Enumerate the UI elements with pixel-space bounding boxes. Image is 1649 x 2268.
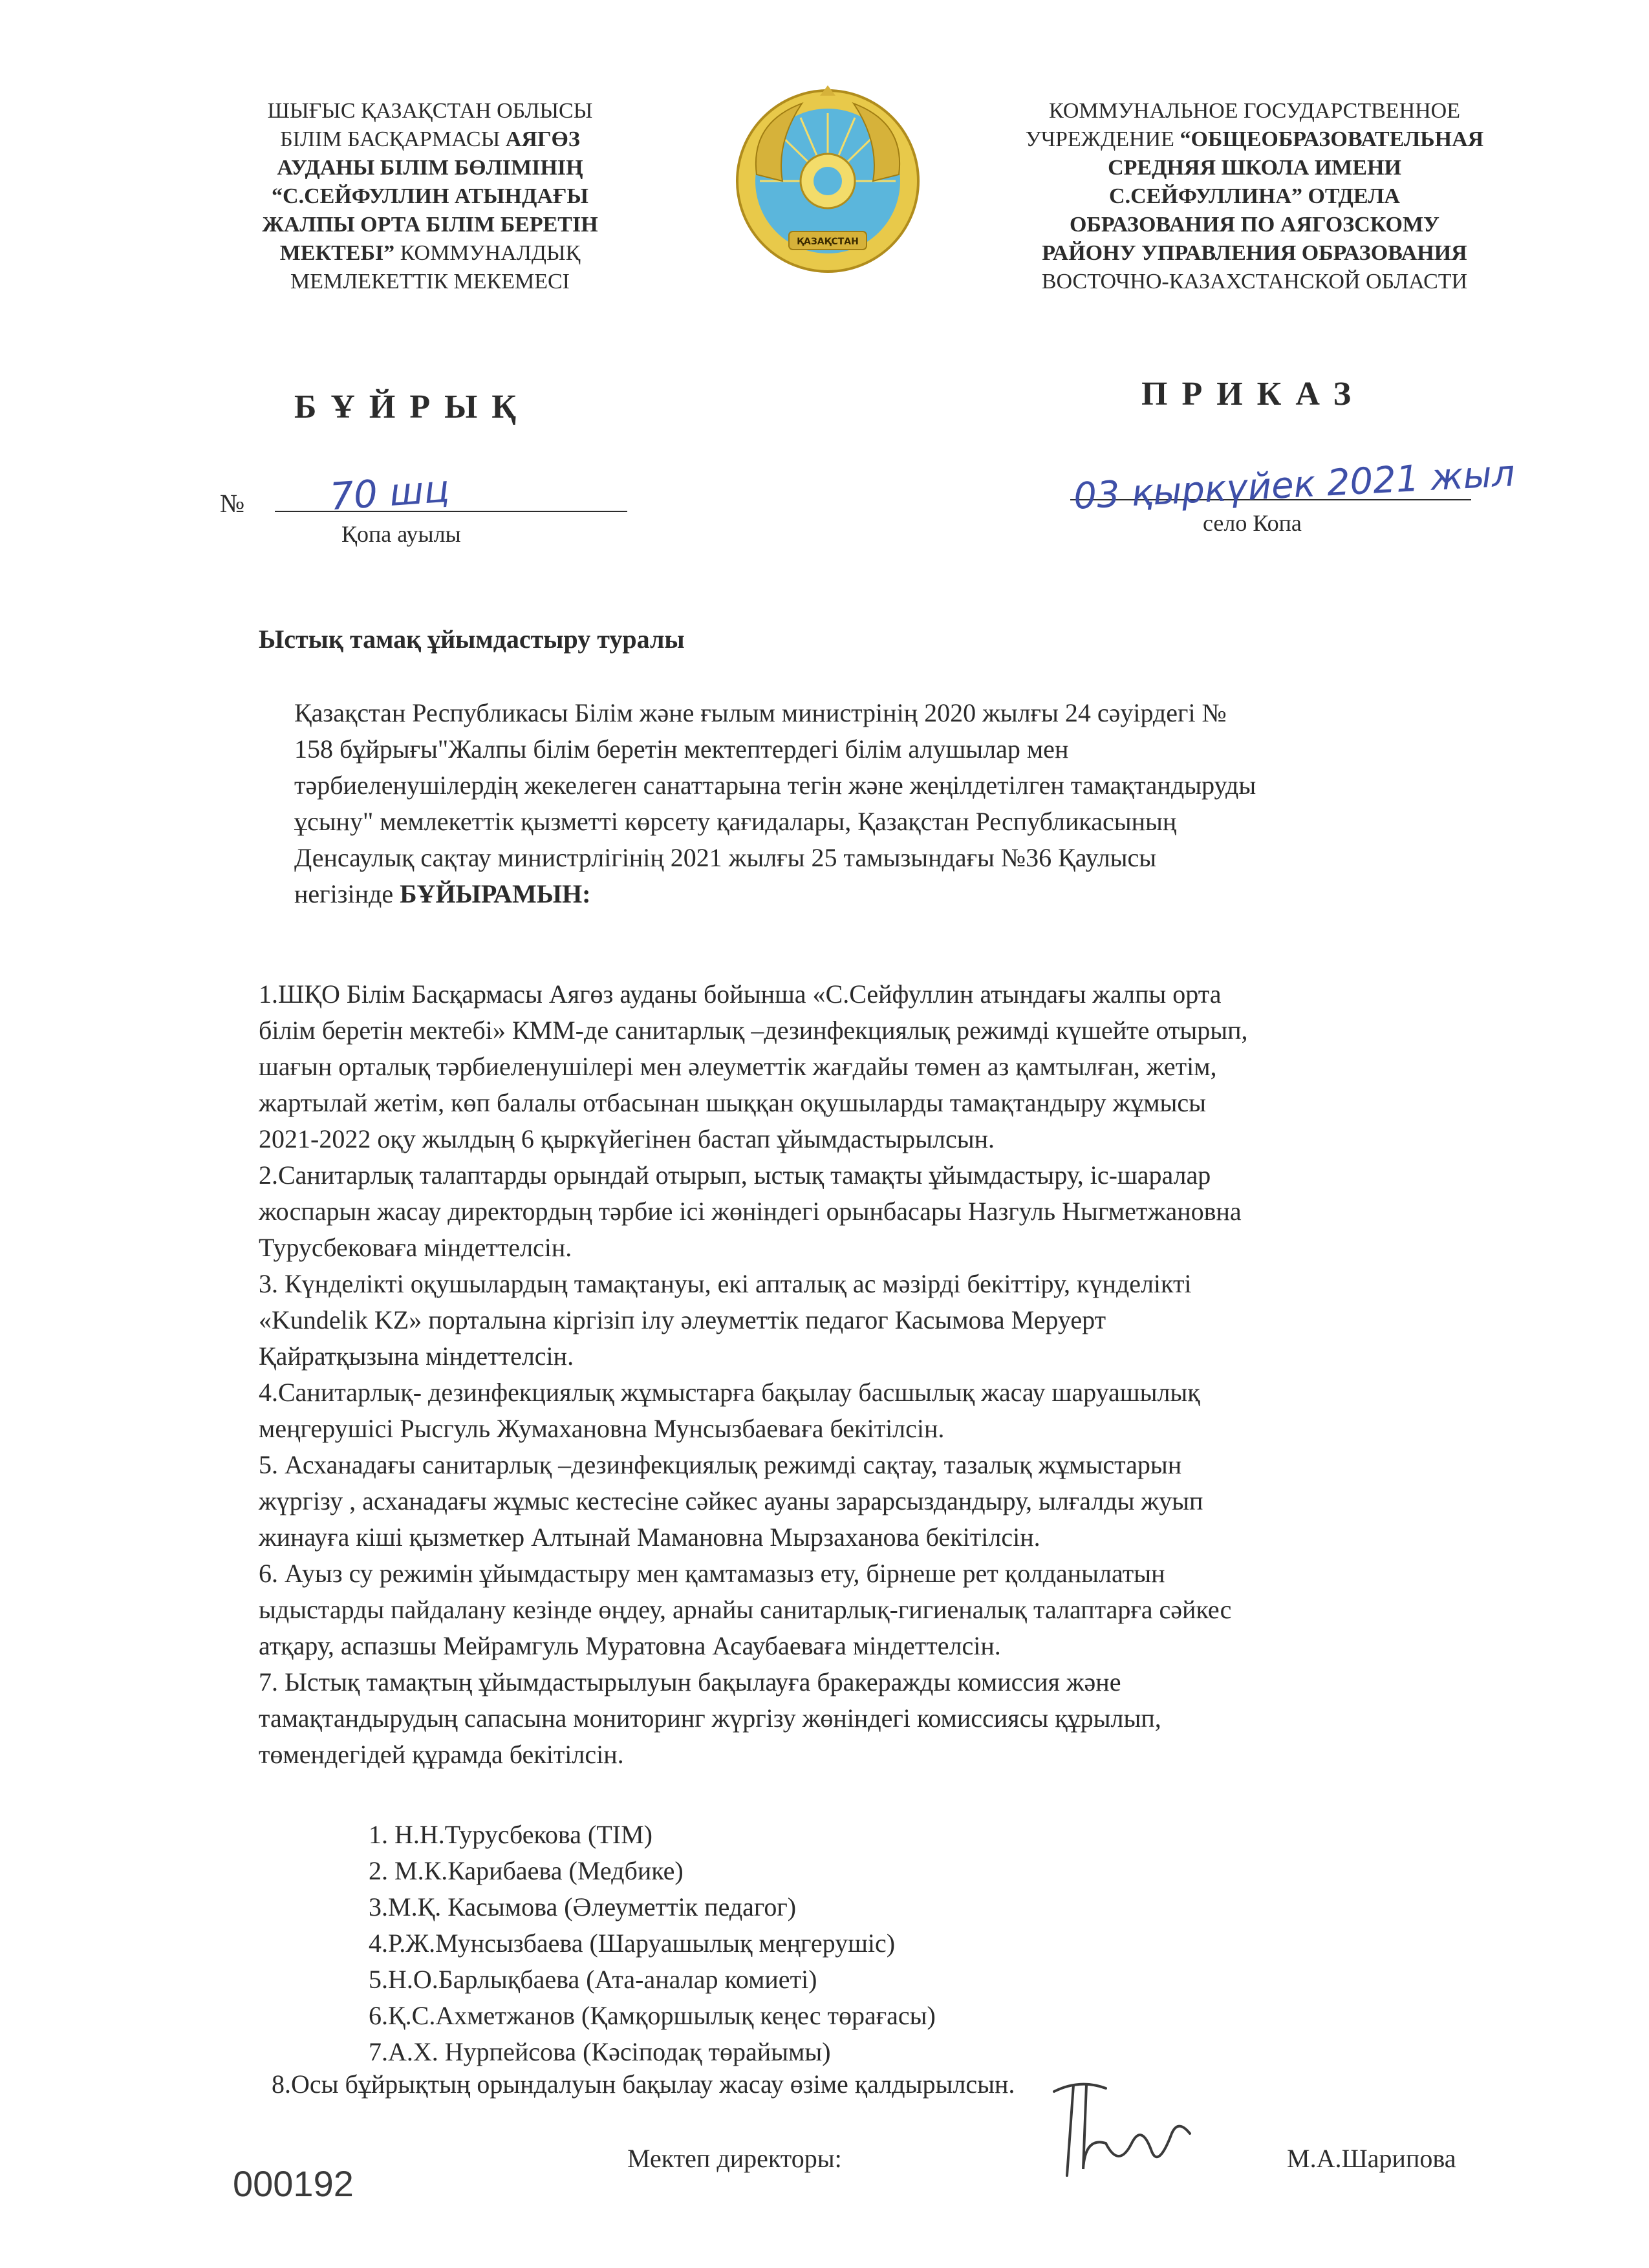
- item-line: 2021-2022 оқу жылдың 6 қыркүйегінен бастап ұйымдастырылсын.: [259, 1124, 995, 1153]
- preamble-line: [294, 876, 1510, 912]
- header-kz-text: АУДАНЫ БІЛІМ БӨЛІМІНІҢ: [277, 156, 583, 180]
- order-number-handwritten: 70 шц: [328, 466, 451, 519]
- order-item-3: [259, 1266, 1526, 1375]
- header-ru-text: КОММУНАЛЬНОЕ ГОСУДАРСТВЕННОЕ: [1048, 99, 1461, 123]
- order-item-2: [259, 1157, 1526, 1266]
- director-signature: [1028, 2072, 1216, 2182]
- member-item: 2. М.К.Карибаева (Медбике): [369, 1856, 684, 1885]
- member-item: 6.Қ.С.Ахметжанов (Қамқоршылық кеңес төрағасы): [369, 2001, 936, 2030]
- item-line: атқару, аспазшы Мейрамгуль Муратовна Асаубаеваға міндеттелсін.: [259, 1631, 1001, 1660]
- header-kz-text: МЕМЛЕКЕТТІК МЕКЕМЕСІ: [290, 270, 570, 294]
- header-kazakh: [168, 97, 692, 296]
- header-ru-text: УЧРЕЖДЕНИЕ: [1025, 127, 1180, 151]
- item-line: жинауға кіші қызметкер Алтынай Мамановна Мырзаханова бекітілсін.: [259, 1523, 1040, 1552]
- item-line: 7. Ыстық тамақтың ұйымдастырылуын бақылауға бракеражды комиссия және: [259, 1667, 1121, 1696]
- item-line: шағын орталық тәрбиеленушілері мен әлеуметтік жағдайы төмен аз қамтылған, жетім,: [259, 1052, 1217, 1081]
- preamble-line: Қазақстан Республикасы Білім және ғылым министрінің 2020 жылғы 24 сәуірдегі №: [294, 698, 1227, 727]
- order-item-1: [259, 976, 1526, 1157]
- preamble-line: 158 бұйрығы"Жалпы білім беретін мектептердегі білім алушылар мен: [294, 734, 1069, 764]
- item-line: Турусбековаға міндеттелсін.: [259, 1233, 572, 1262]
- header-ru-line: [964, 268, 1546, 296]
- header-ru-text: ВОСТОЧНО-КАЗАХСТАНСКОЙ ОБЛАСТИ: [1041, 270, 1468, 294]
- member-item: 4.Р.Ж.Мунсызбаева (Шаруашылық меңгерушіс): [369, 1929, 896, 1958]
- header-ru-text: С.СЕЙФУЛЛИНА” ОТДЕЛА: [1109, 184, 1400, 208]
- order-date-handwritten: 03 қыркүйек 2021 жыл: [1072, 453, 1516, 518]
- header-kz-line: [168, 125, 692, 154]
- item-line: 4.Санитарлық- дезинфекциялық жұмыстарға бақылау басшылық жасау шаруашылық: [259, 1378, 1200, 1407]
- document-title-russian: ПРИКАЗ: [1141, 376, 1366, 412]
- commission-members: [336, 1817, 936, 2070]
- header-ru-line: [964, 239, 1546, 268]
- order-item-4: [259, 1375, 1526, 1447]
- header-kz-line: [168, 211, 692, 239]
- header-kz-text: “С.СЕЙФУЛЛИН АТЫНДАҒЫ: [272, 184, 588, 208]
- header-kz-line: [168, 268, 692, 296]
- order-item-7: [259, 1664, 1526, 1773]
- order-items: [259, 976, 1526, 1773]
- document-title-kazakh: БҰЙРЫҚ: [294, 389, 530, 425]
- item-line: білім беретін мектебі» КММ-де санитарлық –дезинфекциялық режимді күшейте отырып,: [259, 1016, 1248, 1045]
- item-line: 2.Санитарлық талаптарды орындай отырып, ыстық тамақты ұйымдастыру, іс-шаралар: [259, 1161, 1211, 1190]
- item-line: 3. Күнделікті оқушылардың тамақтануы, екі апталық ас мәзірді бекіттіру, күнделікті: [259, 1269, 1192, 1298]
- preamble: [294, 695, 1510, 912]
- order-subject: Ыстық тамақ ұйымдастыру туралы: [259, 625, 685, 654]
- preamble-line: ұсыну" мемлекеттік қызметті көрсету қағидалары, Қазақстан Республикасының: [294, 807, 1177, 836]
- header-kz-line: [168, 182, 692, 211]
- header-kz-line: [168, 154, 692, 182]
- header-kz-text: МЕКТЕБІ”: [279, 241, 395, 265]
- header-ru-text: СРЕДНЯЯ ШКОЛА ИМЕНИ: [1108, 156, 1401, 180]
- member-item: 1. Н.Н.Турусбекова (ТІМ): [369, 1820, 652, 1849]
- state-emblem-icon: [731, 84, 925, 278]
- member-item: 7.А.Х. Нурпейсова (Кәсіподақ төрайымы): [369, 2037, 831, 2066]
- header-kz-text: АЯГӨЗ: [505, 127, 580, 151]
- header-ru-line: [964, 211, 1546, 239]
- header-ru-line: [964, 97, 1546, 125]
- header-kz-text: ЖАЛПЫ ОРТА БІЛІМ БЕРЕТІН: [262, 213, 598, 237]
- emblem-label: ҚАЗАҚСТАН: [797, 237, 859, 247]
- number-symbol: №: [220, 489, 245, 518]
- header-kz-line: [168, 239, 692, 268]
- item-line: тамақтандырудың сапасына мониторинг жүргізу жөніндегі комиссиясы құрылып,: [259, 1704, 1161, 1733]
- header-ru-line: [964, 154, 1546, 182]
- serial-number: 000192: [233, 2163, 354, 2204]
- item-line: жүргізу , асханадағы жұмыс кестесіне сәйкес ауаны зарарсыздандыру, ылғалды жуып: [259, 1486, 1203, 1515]
- header-russian: [964, 97, 1546, 296]
- header-kz-text: КОММУНАЛДЫҚ: [394, 241, 581, 265]
- preamble-line: тәрбиеленушілердің жекелеген санаттарына тегін және жеңілдетілген тамақтандыруды: [294, 771, 1256, 800]
- place-russian: село Копа: [1203, 510, 1302, 536]
- item-line: меңгерушісі Рысгуль Жумахановна Мунсызбаеваға бекітілсін.: [259, 1414, 945, 1443]
- item-line: жоспарын жасау директордың тәрбие ісі жөніндегі орынбасары Назгуль Ныгметжановна: [259, 1197, 1242, 1226]
- order-item-5: [259, 1447, 1526, 1556]
- item-line: төмендегідей құрамда бекітілсін.: [259, 1740, 624, 1769]
- item-line: ыдыстарды пайдалану кезінде өңдеу, арнайы санитарлық-гигиеналық талаптарға сәйкес: [259, 1595, 1232, 1624]
- header-ru-line: [964, 182, 1546, 211]
- director-name: М.А.Шарипова: [1287, 2144, 1456, 2173]
- item-line: 1.ШҚО Білім Басқармасы Аягөз ауданы бойынша «С.Сейфуллин атындағы жалпы орта: [259, 979, 1222, 1009]
- preamble-basis: негізінде: [294, 879, 400, 908]
- member-item: 3.М.Қ. Касымова (Әлеуметтік педагог): [369, 1892, 797, 1921]
- number-underline: [275, 511, 627, 512]
- header-kz-text: БІЛІМ БАСҚАРМАСЫ: [280, 127, 506, 151]
- item-line: Қайратқызына міндеттелсін.: [259, 1342, 574, 1371]
- header-kz-line: [168, 97, 692, 125]
- item-line: «Kundelik KZ» порталына кіргізіп ілу әлеуметтік педагог Касымова Меруерт: [259, 1305, 1106, 1334]
- preamble-order-word: БҰЙЫРАМЫН:: [400, 879, 591, 908]
- member-item: 5.Н.О.Барлықбаева (Ата-аналар комиеті): [369, 1965, 817, 1994]
- header-ru-line: [964, 125, 1546, 154]
- item-line: 5. Асханадағы санитарлық –дезинфекциялық режимді сақтау, тазалық жұмыстарын: [259, 1450, 1182, 1479]
- order-item-8: 8.Осы бұйрықтың орындалуын бақылау жасау өзіме қалдырылсын.: [272, 2070, 1015, 2099]
- header-ru-text: “ОБЩЕОБРАЗОВАТЕЛЬНАЯ: [1180, 127, 1484, 151]
- header-ru-text: ОБРАЗОВАНИЯ ПО АЯГОЗСКОМУ: [1069, 213, 1439, 237]
- item-line: жартылай жетім, көп балалы отбасынан шыққан оқушыларды тамақтандыру жұмысы: [259, 1088, 1207, 1117]
- director-label: Мектеп директоры:: [627, 2144, 842, 2173]
- item-line: 6. Ауыз су режимін ұйымдастыру мен қамтамазыз ету, бірнеше рет қолданылатын: [259, 1559, 1165, 1588]
- preamble-line: Денсаулық сақтау министрлігінің 2021 жылғы 25 тамызындағы №36 Қаулысы: [294, 843, 1157, 872]
- header-ru-text: РАЙОНУ УПРАВЛЕНИЯ ОБРАЗОВАНИЯ: [1042, 241, 1467, 265]
- header-kz-text: ШЫҒЫС ҚАЗАҚСТАН ОБЛЫСЫ: [267, 99, 593, 123]
- place-kazakh: Қопа ауылы: [341, 521, 461, 547]
- order-item-6: [259, 1556, 1526, 1664]
